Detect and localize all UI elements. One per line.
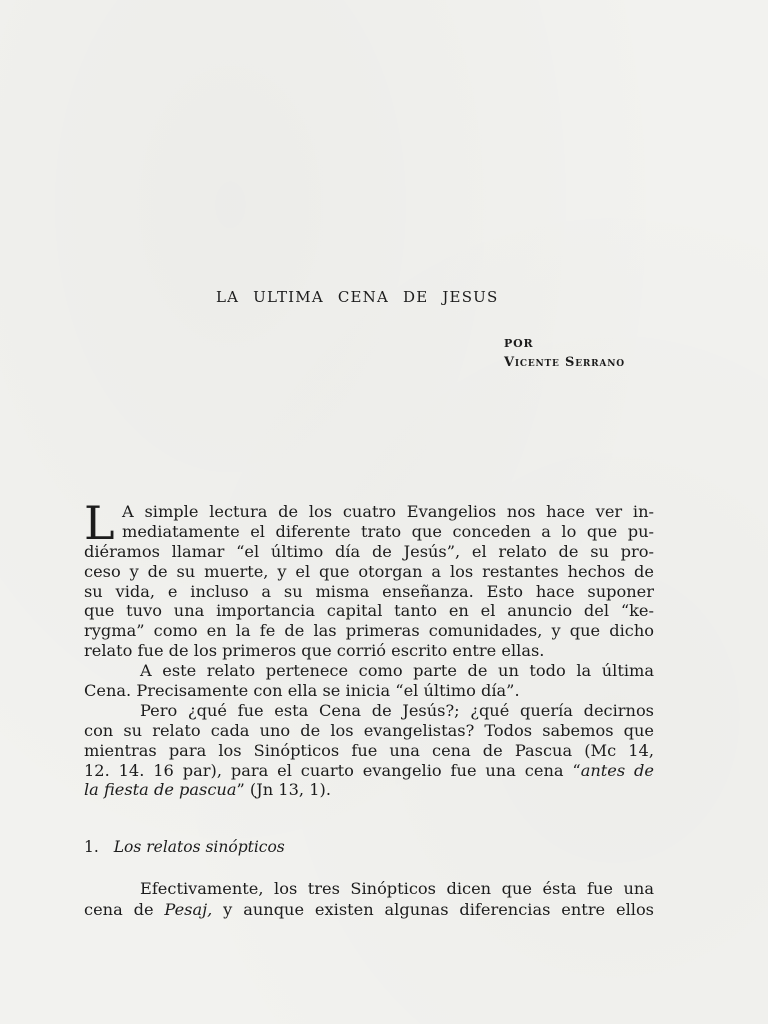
text-line: Efectivamente, los tres Sinópticos dicen que ésta fue una xyxy=(140,879,654,898)
text-line: rygma” como en la fe de las primeras comunidades, y que dicho xyxy=(84,621,654,641)
italic-run: la fiesta de pascua xyxy=(84,780,237,800)
text-line: mientras para los Sinópticos fue una cena de Pascua (Mc 14, xyxy=(84,740,654,760)
section-text xyxy=(84,878,654,920)
text-line: relato fue de los primeros que corrió escrito entre ellas. xyxy=(84,641,545,661)
text-line: diéramos llamar “el último día de Jesús”, el relato de su pro- xyxy=(84,541,654,561)
section-number: 1. xyxy=(84,838,99,856)
text-line: su vida, e incluso a su misma enseñanza. Esto hace suponer xyxy=(84,581,654,601)
text-line xyxy=(84,780,654,800)
text-run: y aunque existen algunas diferencias entre ellos xyxy=(212,900,654,919)
text-run: cena de xyxy=(84,900,165,919)
italic-run: Pesaj, xyxy=(164,900,213,919)
text-line: mediatamente el diferente trato que conceden a lo que pu- xyxy=(122,521,654,541)
text-line: A este relato pertenece como parte de un todo la última xyxy=(140,661,654,681)
text-line xyxy=(84,761,654,781)
text-line xyxy=(84,899,654,920)
text-line: ceso y de su muerte, y el que otorgan a los restantes hechos de xyxy=(84,561,654,581)
text-line: Cena. Precisamente con ella se inicia “el último día”. xyxy=(84,681,520,701)
byline xyxy=(504,334,625,372)
text-line: con su relato cada uno de los evangelistas? Todos sabemos que xyxy=(84,720,654,740)
byline-por: POR xyxy=(504,337,534,350)
text-run: ” (Jn 13, 1). xyxy=(236,780,331,800)
italic-run: antes de xyxy=(580,760,655,780)
drop-cap: L xyxy=(84,496,115,550)
section-heading xyxy=(84,838,285,856)
section-title: Los relatos sinópticos xyxy=(113,838,285,856)
text-line: A simple lectura de los cuatro Evangelios nos hace ver in- xyxy=(122,502,654,521)
intro-text xyxy=(84,496,655,800)
text-line: que tuvo una importancia capital tanto en el anuncio del “ke- xyxy=(84,601,654,621)
byline-author: Vicente Serrano xyxy=(504,355,625,370)
text-line: Pero ¿qué fue esta Cena de Jesús?; ¿qué quería decirnos xyxy=(140,700,654,720)
article-title: LA ULTIMA CENA DE JESUS xyxy=(216,288,499,306)
text-run: 12. 14. 16 par), para el cuarto evangelio fue una cena “ xyxy=(84,760,581,780)
